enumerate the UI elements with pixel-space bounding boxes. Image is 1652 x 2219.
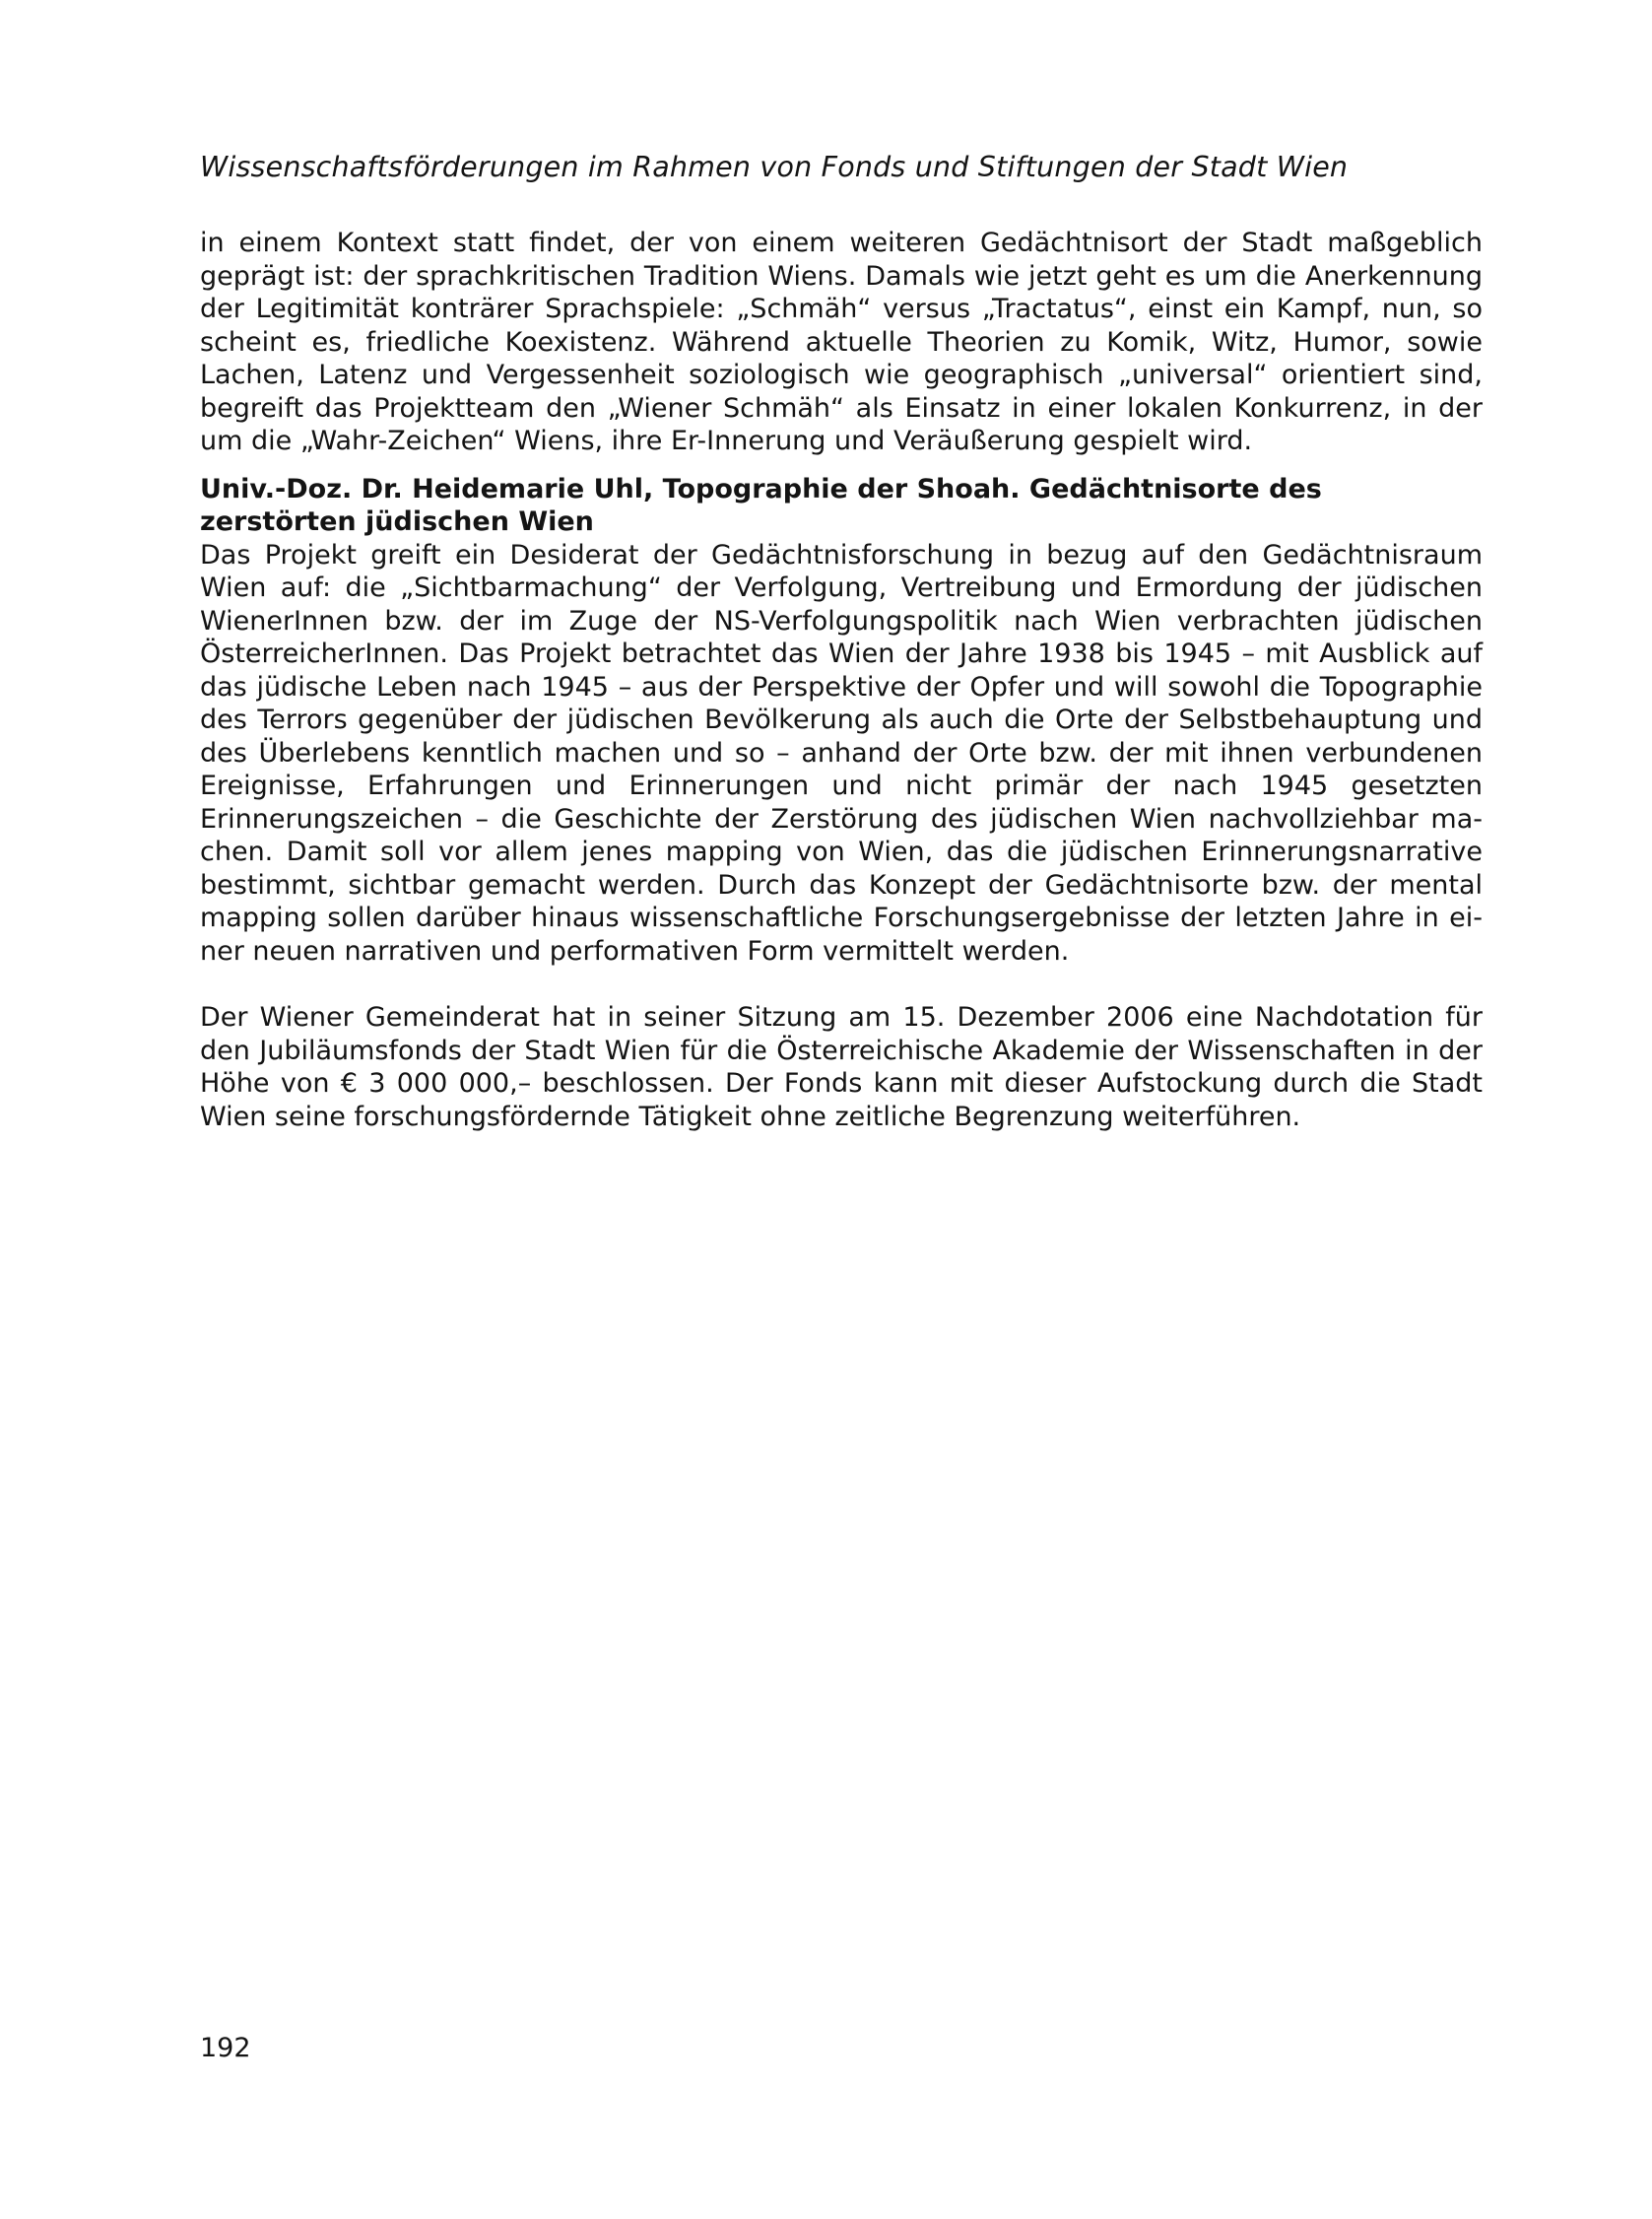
running-header: Wissenschaftsförderungen im Rahmen von Fonds und Stiftungen der Stadt Wien — [200, 151, 1349, 183]
closing-paragraph: Der Wiener Gemeinderat hat in seiner Sitzung am 15. Dezember 2006 eine Nachdotation für den Jubiläumsfonds der Stadt Wien für die Österreichische Akademie der Wissenschaften in der Höhe von € 3 000 000,– beschlossen. Der Fonds kann mit dieser Aufstockung durch die Stadt Wien seine forschungsfördernde Tätigkeit ohne zeitliche Begrenzung weiterführen. — [200, 1002, 1483, 1132]
section-heading: Univ.-Doz. Dr. Heidemarie Uhl, Topographie der Shoah. Gedächtnisorte des zerstörten jüdischen Wien — [200, 473, 1322, 537]
page-number: 192 — [200, 2033, 251, 2063]
intro-paragraph: in einem Kontext statt findet, der von einem weiteren Gedächtnisort der Stadt maßgeblich geprägt ist: der sprachkritischen Tradition Wiens. Damals wie jetzt geht es um die Anerkennung der Legitimität konträrer Sprachspiele: „Schmäh“ versus „Tractatus“, einst ein Kampf, nun, so scheint es, friedliche Koexistenz. Während aktuelle Theorien zu Komik, Witz, Humor, sowie Lachen, Latenz und Vergessenheit soziologisch wie geographisch „universal“ orientiert sind, begreift das Projektteam den „Wiener Schmäh“ als Einsatz in einer lokalen Konkurrenz, in der um die „Wahr-Zeichen“ Wiens, ihre Er-Innerung und Veräußerung gespielt wird. — [200, 228, 1483, 456]
page-body — [200, 227, 1483, 1133]
section-paragraph: Das Projekt greift ein Desiderat der Gedächtnisforschung in bezug auf den Gedächtnisraum Wien auf: die „Sichtbarmachung“ der Verfolgung, Vertreibung und Ermordung der jüdischen WienerInnen bzw. der im Zuge der NS-Verfolgungspolitik nach Wien verbrachten jüdischen ÖsterreicherInnen. Das Projekt betrachtet das Wien der Jahre 1938 bis 1945 – mit Ausblick auf das jüdische Leben nach 1945 – aus der Perspektive der Opfer und will sowohl die Topographie des Terrors gegenüber der jüdischen Bevölkerung als auch die Orte der Selbstbehauptung und des Überlebens kenntlich machen und so – anhand der Orte bzw. der mit ihnen verbundenen Ereignisse, Erfahrungen und Erinnerungen und nicht primär der nach 1945 gesetzten Erinnerungszeichen – die Geschichte der Zerstörung des jüdischen Wien nachvollziehbar machen. Damit soll vor allem jenes mapping von Wien, das die jüdischen Erinnerungsnarrative bestimmt, sichtbar gemacht werden. Durch das Konzept der Gedächtnisorte bzw. der mental mapping sollen darüber hinaus wissenschaftliche Forschungsergebnisse der letzten Jahre in einer neuen narrativen und performativen Form vermittelt werden. — [200, 539, 1483, 967]
paragraph-spacer — [200, 968, 1483, 1001]
